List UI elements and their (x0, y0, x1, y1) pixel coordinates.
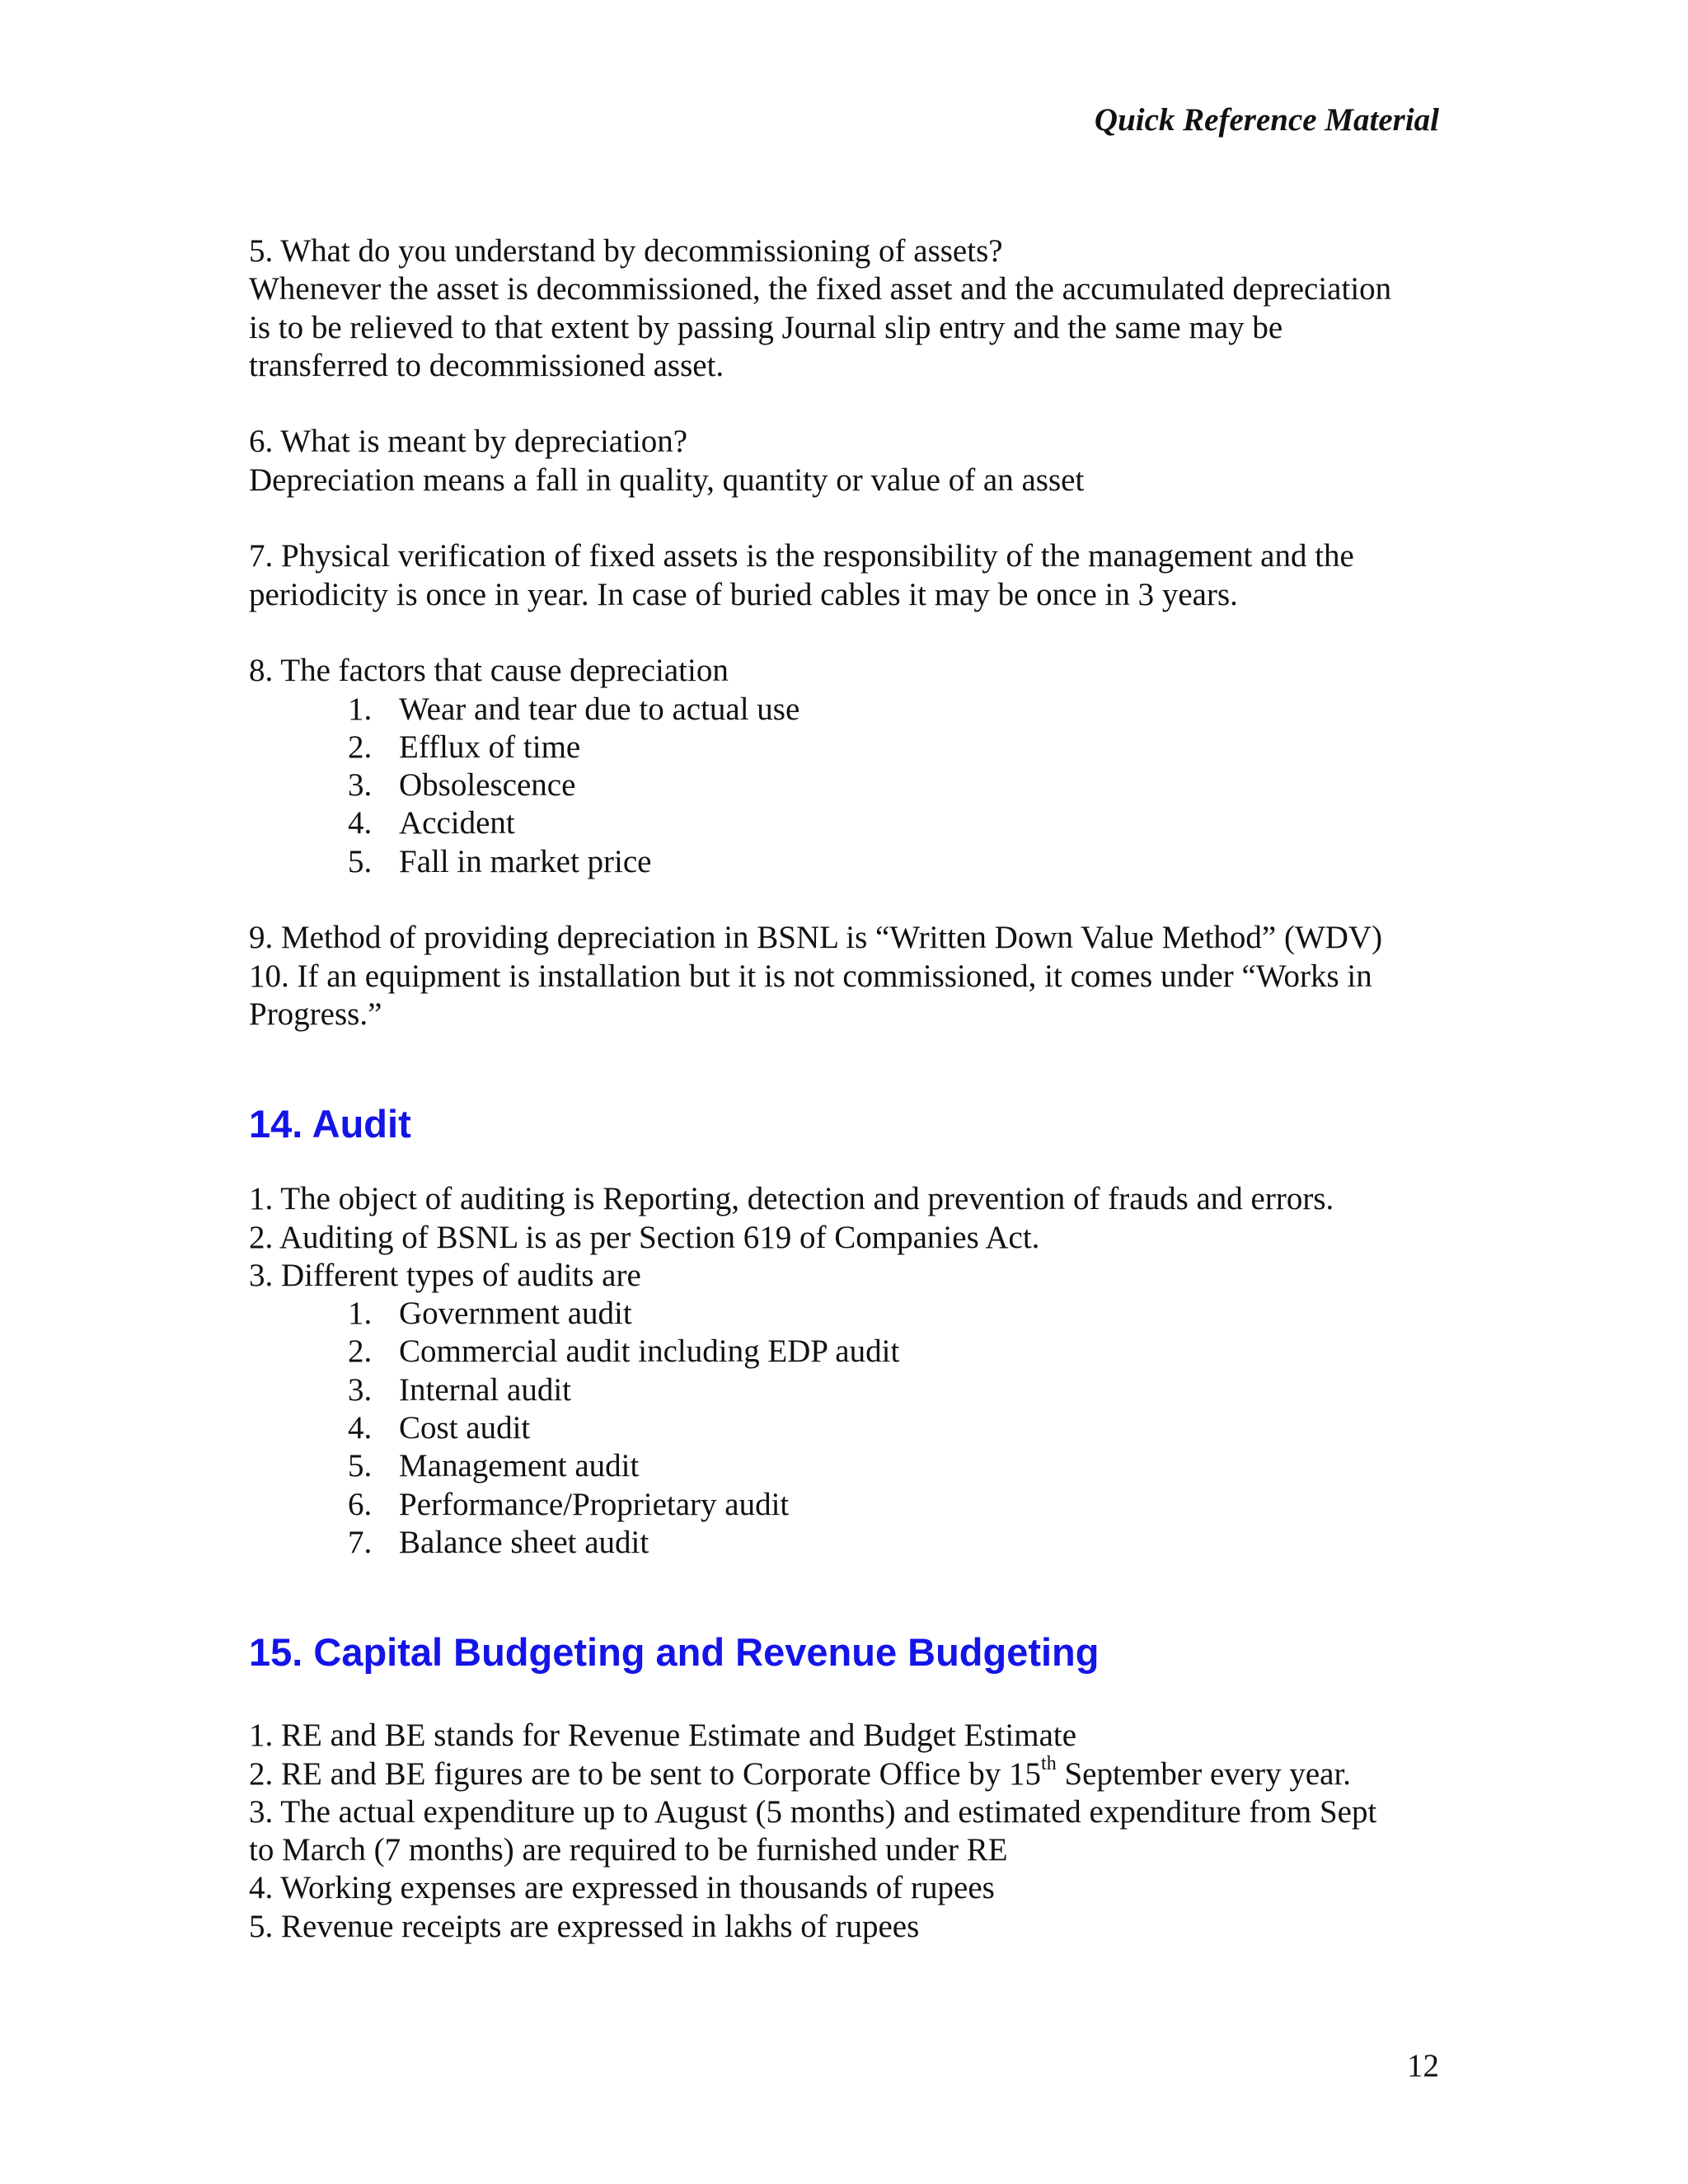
section-heading-audit: 14. Audit (249, 1102, 411, 1146)
answer-5-line: is to be relieved to that extent by passing Journal slip entry and the same may be (249, 309, 1283, 345)
list-item: 7. Balance sheet audit (348, 1524, 649, 1560)
list-item: 1. Wear and tear due to actual use (348, 691, 800, 727)
answer-5-line: transferred to decommissioned asset. (249, 347, 724, 383)
list-item: 3. Internal audit (348, 1371, 571, 1408)
question-5: 5. What do you understand by decommissioning of assets? (249, 233, 1003, 269)
budget-item: to March (7 months) are required to be furnished under RE (249, 1832, 1008, 1868)
audit-item: 1. The object of auditing is Reporting, detection and prevention of frauds and errors. (249, 1181, 1334, 1217)
list-item: 4. Cost audit (348, 1410, 531, 1446)
item-7-line: periodicity is once in year. In case of buried cables it may be once in 3 years. (249, 576, 1238, 612)
item-9: 9. Method of providing depreciation in BSNL is “Written Down Value Method” (WDV) (249, 920, 1383, 956)
audit-item: 3. Different types of audits are (249, 1257, 641, 1293)
header-title: Quick Reference Material (1094, 102, 1439, 138)
list-item: 6. Performance/Proprietary audit (348, 1486, 790, 1522)
answer-5-line: Whenever the asset is decommissioned, the fixed asset and the accumulated depreciation (249, 271, 1392, 307)
answer-6: Depreciation means a fall in quality, quantity or value of an asset (249, 462, 1085, 498)
question-6: 6. What is meant by depreciation? (249, 424, 688, 460)
list-item: 5. Fall in market price (348, 843, 652, 879)
budget-item: 4. Working expenses are expressed in thousands of rupees (249, 1870, 995, 1906)
list-item: 5. Management audit (348, 1448, 640, 1484)
item-7-line: 7. Physical verification of fixed assets is the responsibility of the management and the (249, 538, 1354, 574)
budget-item: 1. RE and BE stands for Revenue Estimate and Budget Estimate (249, 1718, 1077, 1754)
list-item: 2. Efflux of time (348, 729, 581, 765)
list-item: 1. Government audit (348, 1296, 632, 1332)
audit-item: 2. Auditing of BSNL is as per Section 619 of Companies Act. (249, 1219, 1040, 1255)
list-item: 2. Commercial audit including EDP audit (348, 1333, 900, 1370)
item-8-title: 8. The factors that cause depreciation (249, 653, 729, 689)
budget-item: 5. Revenue receipts are expressed in lakhs of rupees (249, 1908, 920, 1944)
budget-item: 2. RE and BE figures are to be sent to Corporate Office by 15th September every year. (249, 1752, 1352, 1792)
section-heading-budgeting: 15. Capital Budgeting and Revenue Budgeting (249, 1630, 1100, 1675)
budget-item: 3. The actual expenditure up to August (5 months) and estimated expenditure from Sept (249, 1793, 1377, 1830)
page-content (249, 232, 1452, 1946)
item-10-line: 10. If an equipment is installation but it is not commissioned, it comes under “Works in (249, 958, 1372, 994)
list-item: 4. Accident (348, 805, 515, 841)
page-number: 12 (1407, 2048, 1439, 2083)
list-item: 3. Obsolescence (348, 767, 576, 804)
item-10-line: Progress.” (249, 996, 382, 1032)
